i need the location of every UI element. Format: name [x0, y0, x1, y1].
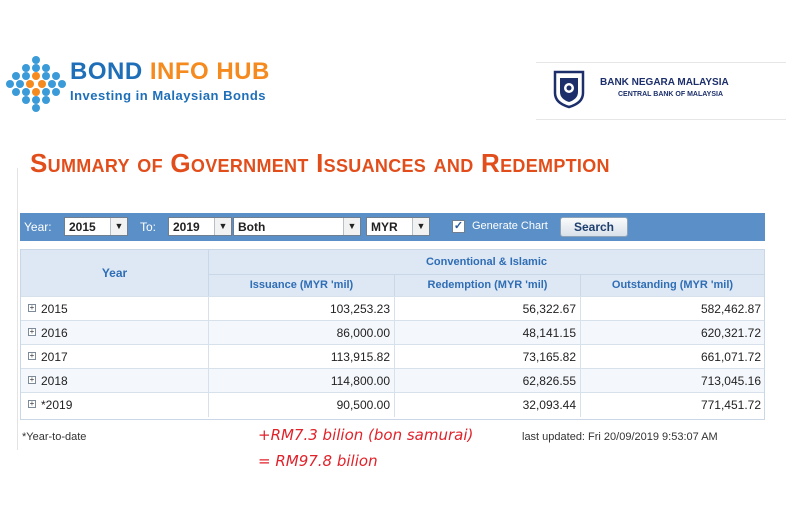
table-row [21, 344, 764, 369]
filter-toolbar [20, 213, 765, 241]
row-year: 2015 [41, 302, 68, 316]
year-column-header[interactable]: Year [21, 250, 209, 296]
year-label: Year: [24, 220, 52, 234]
expand-icon[interactable]: + [29, 351, 35, 360]
redemption-cell: 62,826.55 [522, 374, 576, 388]
bank-name: BANK NEGARA MALAYSIA [600, 77, 729, 88]
issuance-cell: 113,915.82 [330, 350, 390, 364]
outstanding-cell: 713,045.16 [700, 374, 761, 388]
bank-crest-icon [552, 69, 586, 109]
last-updated-text: last updated: Fri 20/09/2019 9:53:07 AM [522, 431, 718, 443]
chevron-down-icon: ▼ [110, 218, 127, 235]
page-title [30, 148, 610, 179]
year-from-value: 2015 [69, 220, 96, 234]
issuance-cell: 114,800.00 [330, 374, 390, 388]
to-label: To: [140, 220, 157, 234]
expand-icon[interactable]: + [29, 303, 35, 312]
redemption-cell: 73,165.82 [522, 350, 576, 364]
currency-value: MYR [371, 220, 398, 234]
handwritten-annotation-line1: +RM7.3 bilion (bon samurai) [258, 426, 474, 444]
row-year: 2016 [41, 326, 68, 340]
logo-tagline: Investing in Malaysian Bonds [70, 88, 267, 103]
generate-chart-label: Generate Chart [472, 220, 548, 232]
issuance-cell: 86,000.00 [336, 326, 390, 340]
year-from-select[interactable] [64, 217, 128, 236]
type-select[interactable] [233, 217, 361, 236]
type-value: Both [238, 220, 266, 234]
outstanding-cell: 620,321.72 [700, 326, 761, 340]
table-row [21, 296, 764, 321]
logo-title [70, 58, 270, 86]
table-row [21, 392, 764, 417]
year-to-select[interactable] [168, 217, 232, 236]
bank-subtitle: CENTRAL BANK OF MALAYSIA [618, 91, 724, 98]
row-year: 2017 [41, 350, 68, 364]
chevron-down-icon: ▼ [343, 218, 360, 235]
chevron-down-icon: ▼ [214, 218, 231, 235]
expand-icon[interactable]: + [29, 327, 35, 336]
summary-table [20, 249, 765, 420]
redemption-cell: 48,141.15 [522, 326, 576, 340]
dot-grid-logo-icon [6, 54, 66, 114]
outstanding-cell: 661,071.72 [700, 350, 761, 364]
table-row [21, 368, 764, 393]
issuance-cell: 103,253.23 [329, 302, 390, 316]
redemption-column-header[interactable]: Redemption (MYR 'mil) [395, 275, 581, 296]
issuance-cell: 90,500.00 [336, 398, 390, 412]
issuance-column-header[interactable]: Issuance (MYR 'mil) [209, 275, 395, 296]
group-header: Conventional & Islamic [209, 250, 764, 275]
year-to-date-footnote: *Year-to-date [22, 431, 87, 443]
table-row [21, 320, 764, 345]
generate-chart-checkbox[interactable] [452, 220, 465, 233]
redemption-cell: 56,322.67 [522, 302, 576, 316]
chevron-down-icon: ▼ [412, 218, 429, 235]
bond-info-hub-logo[interactable] [6, 46, 326, 116]
outstanding-cell: 582,462.87 [700, 302, 761, 316]
expand-icon[interactable]: + [29, 375, 35, 384]
currency-select[interactable] [366, 217, 430, 236]
outstanding-column-header[interactable]: Outstanding (MYR 'mil) [581, 275, 764, 296]
handwritten-annotation-line2: = RM97.8 bilion [258, 452, 378, 470]
logo-title-main: BOND [70, 58, 143, 85]
expand-icon[interactable]: + [29, 399, 35, 408]
year-to-value: 2019 [173, 220, 200, 234]
outstanding-cell: 771,451.72 [700, 398, 761, 412]
row-year: 2018 [41, 374, 68, 388]
left-divider [17, 168, 18, 450]
logo-title-accent: INFO HUB [149, 58, 270, 85]
search-button[interactable]: Search [560, 217, 628, 237]
row-year: *2019 [41, 398, 73, 412]
checkmark-icon: ✓ [453, 220, 464, 232]
bank-negara-logo[interactable] [536, 62, 786, 120]
page-title-text: Summary of Government Issuances and Redemption [30, 148, 610, 178]
redemption-cell: 32,093.44 [522, 398, 576, 412]
